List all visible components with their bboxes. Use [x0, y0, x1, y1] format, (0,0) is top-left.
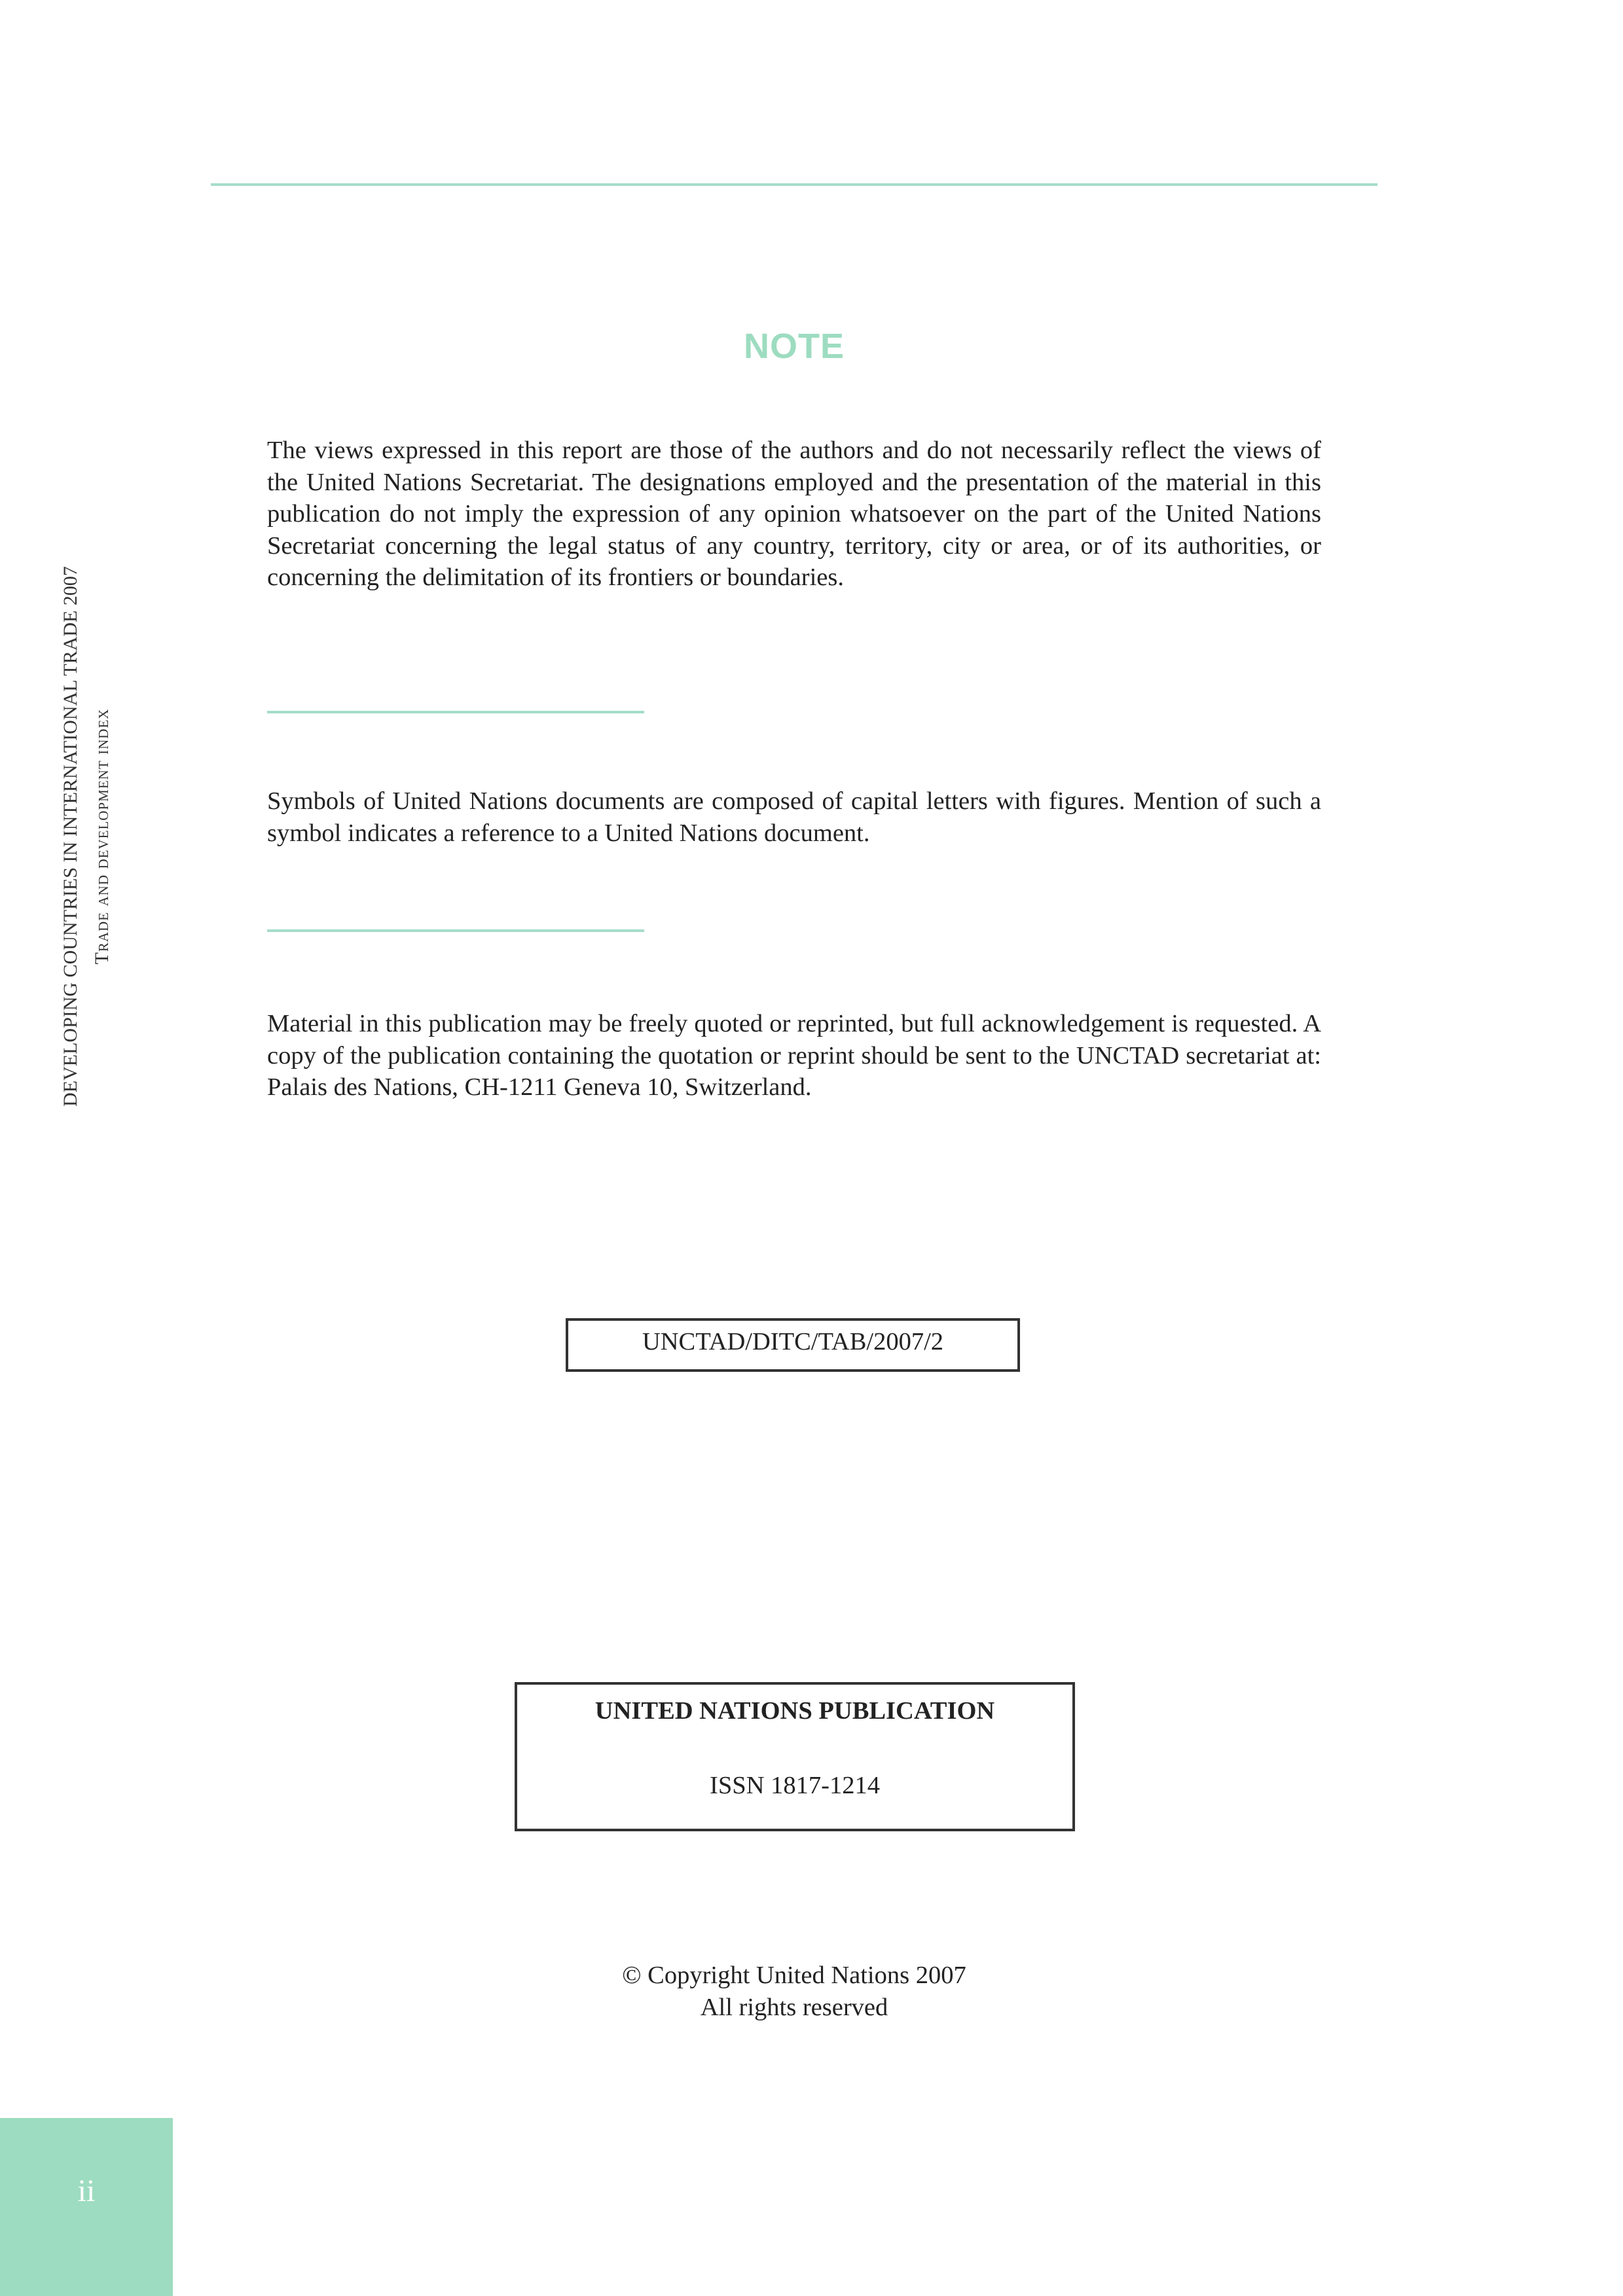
rights-line: All rights reserved [700, 1993, 888, 2021]
disclaimer-paragraph: The views expressed in this report are those of the authors and do not necessarily reflect the views of the United Nations Secretariat. The designations employed and the presentation of the material in this publication do not imply the expression of any opinion whatsoever on the part of the United Nations Secretariat concerning the legal status of any country, territory, city or area, or of its authorities, or concerning the delimitation of its frontiers or boundaries. [267, 437, 1321, 591]
publication-box [515, 1682, 1075, 1831]
publication-title: UNITED NATIONS PUBLICATION [594, 1697, 995, 1725]
running-header-vertical [55, 566, 118, 1107]
copyright-notice [211, 1960, 1377, 2023]
running-header-subtitle: Trade and development index [91, 708, 113, 965]
note-heading: NOTE [743, 327, 845, 366]
page-number: ii [77, 2174, 96, 2208]
section-divider-2 [267, 929, 644, 932]
section-divider-1 [267, 711, 644, 713]
document-symbol-box [566, 1318, 1020, 1372]
copyright-line: © Copyright United Nations 2007 [622, 1962, 966, 1989]
document-symbol: UNCTAD/DITC/TAB/2007/2 [642, 1328, 944, 1355]
top-rule [211, 183, 1377, 186]
running-header-title: DEVELOPING COUNTRIES IN INTERNATIONAL TRADE 2007 [60, 566, 81, 1107]
symbols-paragraph: Symbols of United Nations documents are composed of capital letters with figures. Mention of such a symbol indicates a reference to a United Nations document. [267, 787, 1321, 847]
reprint-paragraph: Material in this publication may be freely quoted or reprinted, but full acknowledgement is requested. A copy of the publication containing the quotation or reprint should be sent to the UNCTAD secretariat at: Palais des Nations, CH-1211 Geneva 10, Switzerland. [267, 1010, 1321, 1101]
publication-issn: ISSN 1817-1214 [710, 1772, 880, 1799]
page-number-tab [0, 2118, 173, 2296]
